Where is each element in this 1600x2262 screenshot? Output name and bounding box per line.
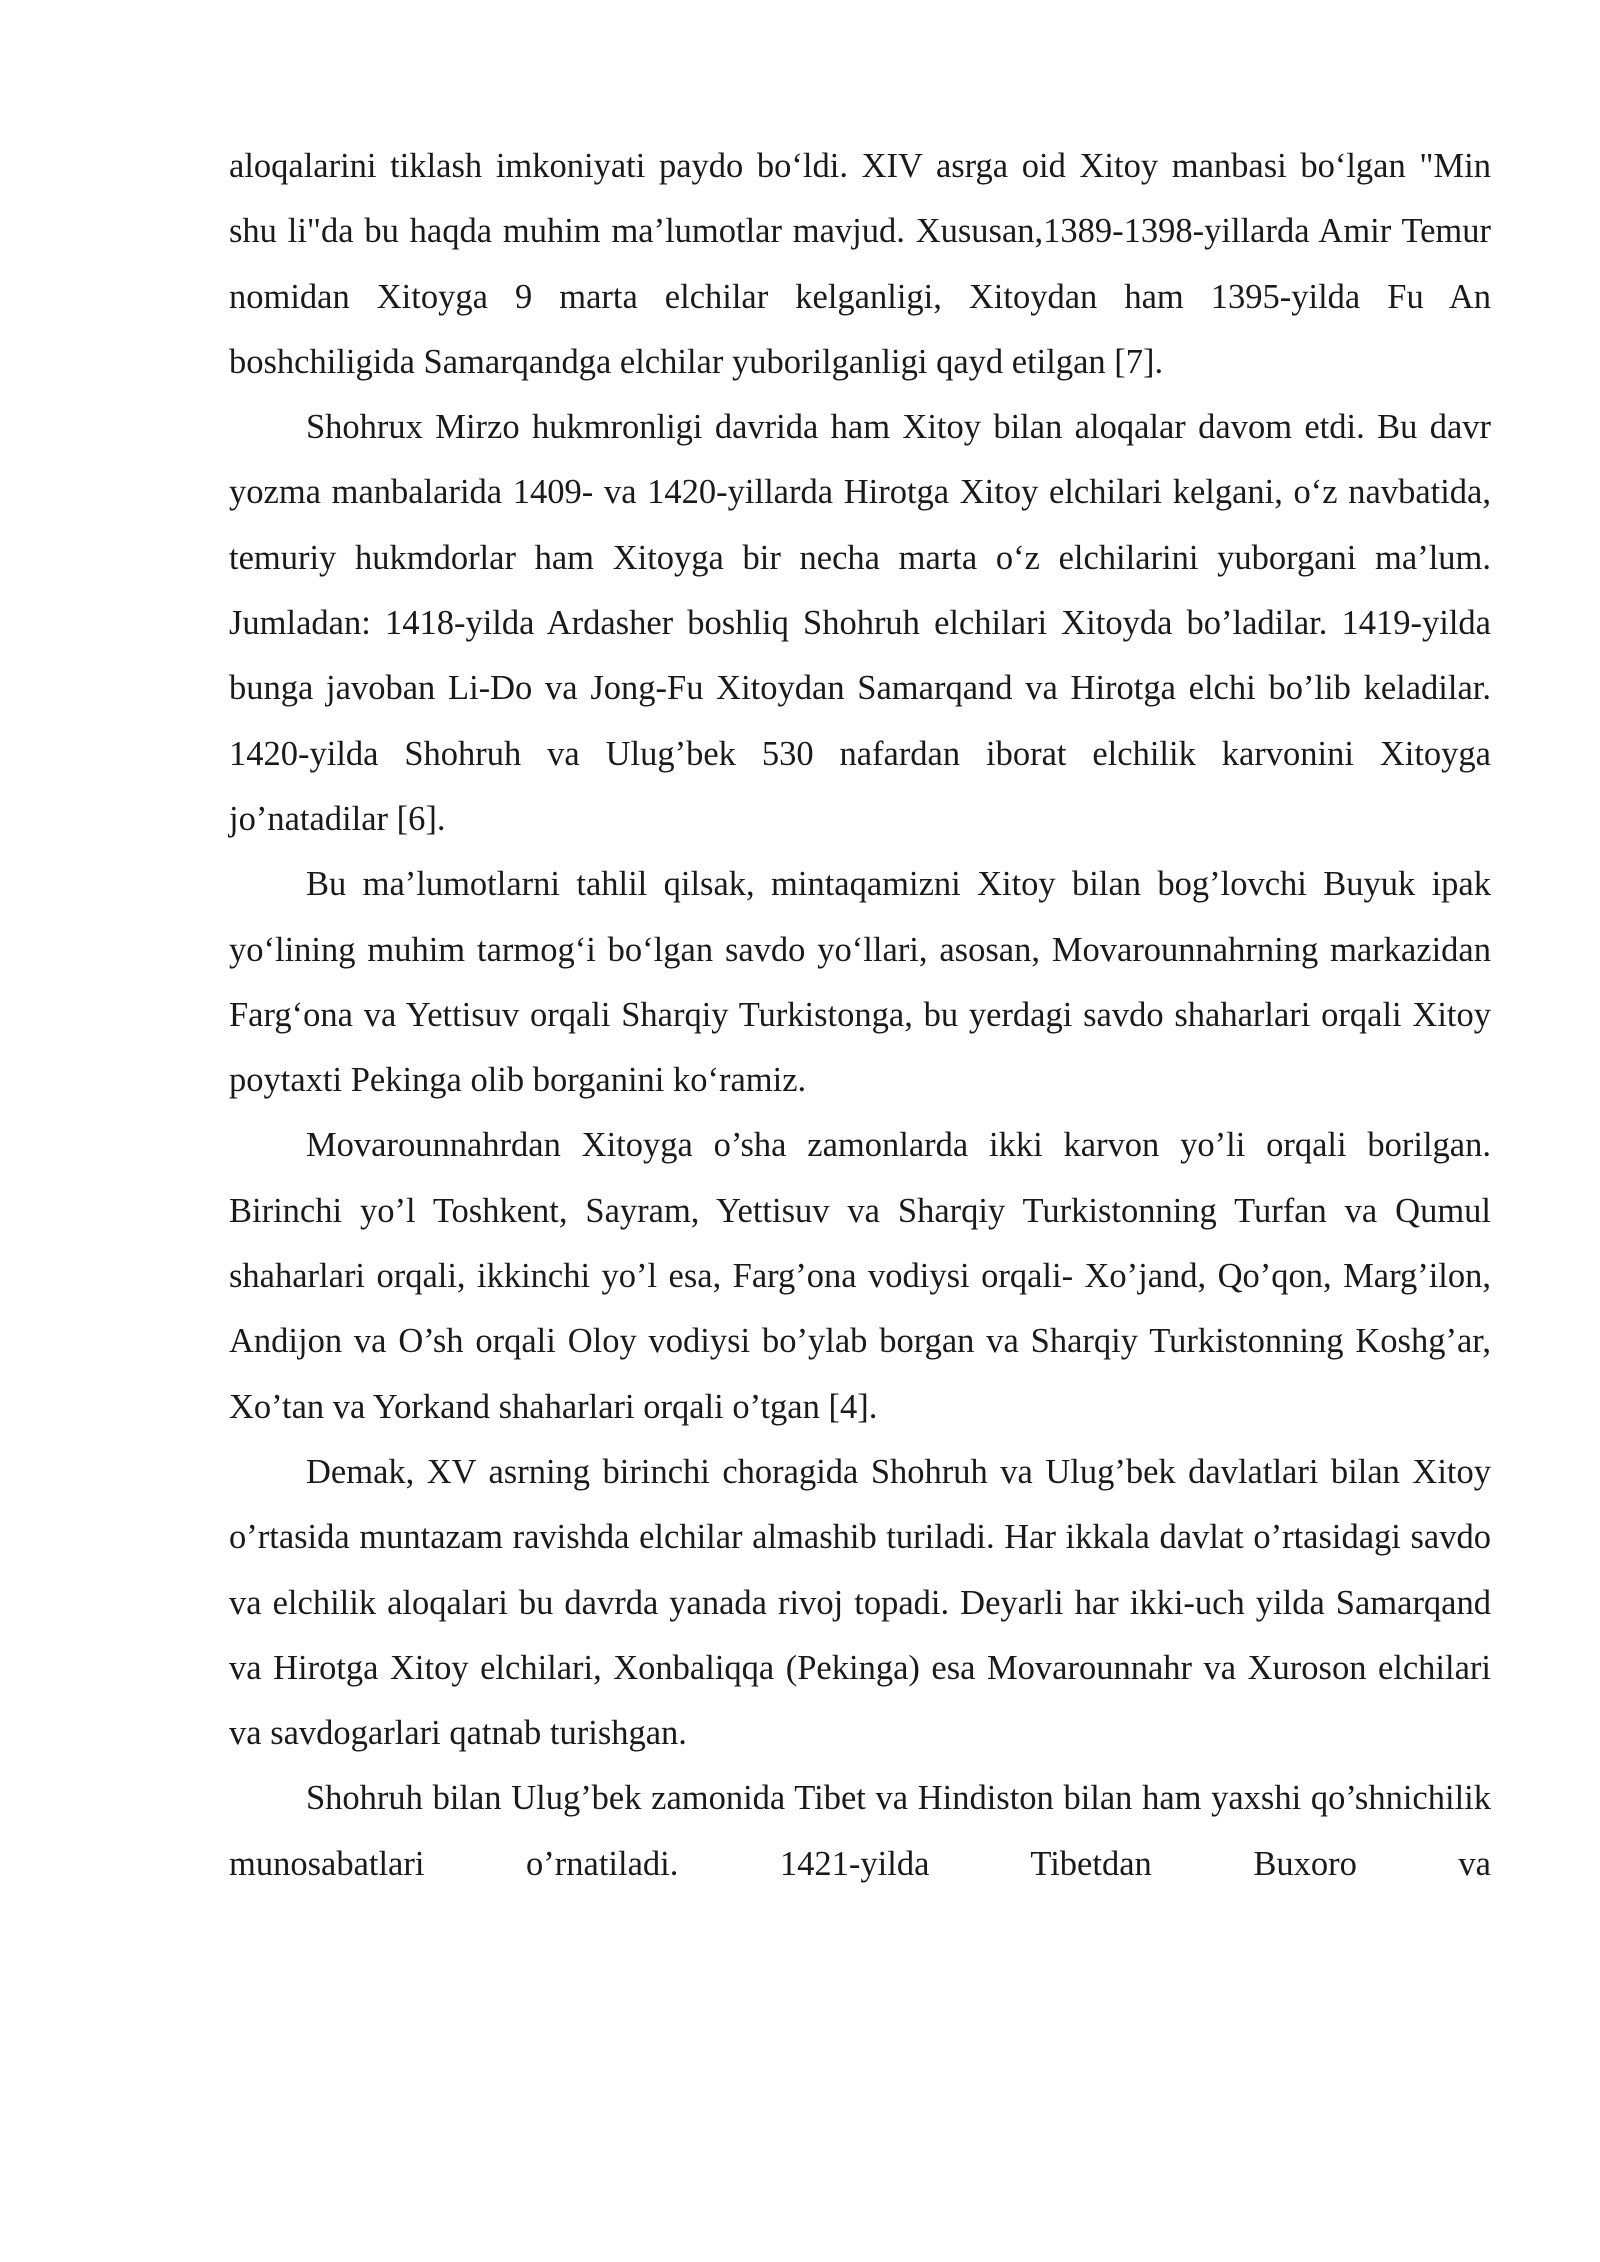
paragraph-4: Movarounnahrdan Xitoyga o’sha zamonlarda ikki karvon yo’li orqali borilgan. Birinchi yo’l Toshkent, Sayram, Yettisuv va Sharqiy Turkistonning Turfan va Qumul shaharlari orqali, ikkinchi yo’l esa, Farg’ona vodiysi orqali- Xo’jand, Qo’qon, Marg’ilon, Andijon va O’sh orqali Oloy vodiysi bo’ylab borgan va Sharqiy Turkistonning Koshg’ar, Xo’tan va Yorkand shaharlari orqali o’tgan [4]. xyxy=(229,1126,1491,1426)
paragraph-2: Shohrux Mirzo hukmronligi davrida ham Xitoy bilan aloqalar davom etdi. Bu davr yozma manbalarida 1409- va 1420-yillarda Hirotga Xitoy elchilari kelgani, o‘z navbatida, temuriy hukmdorlar ham Xitoyga bir necha marta o‘z elchilarini yuborgani ma’lum. Jumladan: 1418-yilda Ardasher boshliq Shohruh elchilari Xitoyda bo’ladilar. 1419-yilda bunga javoban Li-Do va Jong-Fu Xitoydan Samarqand va Hirotga elchi bo’lib keladilar. 1420-yilda Shohruh va Ulug’bek 530 nafardan iborat elchilik karvonini Xitoyga jo’natadilar [6]. xyxy=(229,408,1491,838)
paragraph-6: Shohruh bilan Ulug’bek zamonida Tibet va Hindiston bilan ham yaxshi qo’shnichilik munosabatlari o’rnatiladi. 1421-yilda Tibetdan Buxoro va xyxy=(229,1779,1491,1883)
paragraph-3: Bu ma’lumotlarni tahlil qilsak, mintaqamizni Xitoy bilan bog’lovchi Buyuk ipak yo‘lining muhim tarmog‘i bo‘lgan savdo yo‘llari, asosan, Movarounnahrning markazidan Farg‘ona va Yettisuv orqali Sharqiy Turkistonga, bu yerdagi savdo shaharlari orqali Xitoy poytaxti Pekinga olib borganini ko‘ramiz. xyxy=(229,865,1491,1100)
paragraph-1: aloqalarini tiklash imkoniyati paydo bo‘ldi. XIV asrga oid Xitoy manbasi bo‘lgan "Min shu li"da bu haqda muhim ma’lumotlar mavjud. Xususan,1389-1398-yillarda Amir Temur nomidan Xitoyga 9 marta elchilar kelganligi, Xitoydan ham 1395-yilda Fu An boshchiligida Samarqandga elchilar yuborilganligi qayd etilgan [7]. xyxy=(229,147,1491,381)
document-body xyxy=(229,134,1491,1897)
paragraph-5: Demak, XV asrning birinchi choragida Shohruh va Ulug’bek davlatlari bilan Xitoy o’rtasida muntazam ravishda elchilar almashib turiladi. Har ikkala davlat o’rtasidagi savdo va elchilik aloqalari bu davrda yanada rivoj topadi. Deyarli har ikki-uch yilda Samarqand va Hirotga Xitoy elchilari, Xonbaliqqa (Pekinga) esa Movarounnahr va Xuroson elchilari va savdogarlari qatnab turishgan. xyxy=(229,1452,1491,1753)
